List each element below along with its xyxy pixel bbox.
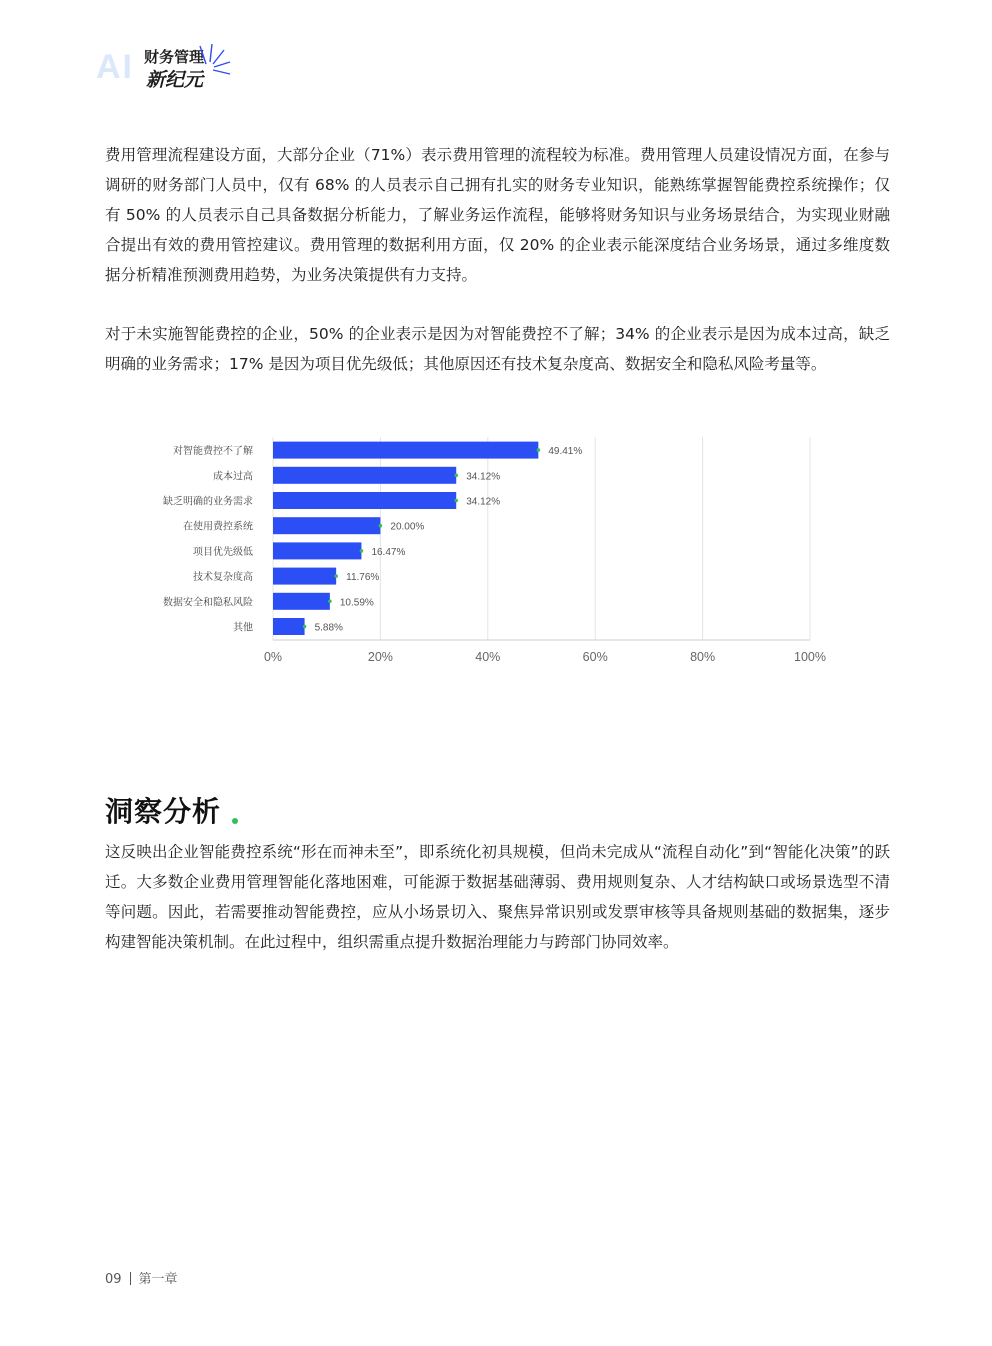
category-label: 缺乏明确的业务需求: [163, 496, 253, 508]
data-label: 34.12%: [466, 471, 501, 483]
category-label: 项目优先级低: [193, 546, 253, 558]
data-label: 34.12%: [466, 496, 501, 508]
data-label: 10.59%: [339, 597, 374, 609]
data-label: 16.47%: [371, 546, 406, 558]
bar-end-marker: [454, 499, 458, 503]
category-label: 数据安全和隐私风险: [163, 597, 253, 609]
page-number: 09: [105, 1272, 122, 1287]
data-label: 11.76%: [346, 572, 380, 584]
x-tick-label: 20%: [367, 650, 393, 664]
bar: [273, 618, 305, 635]
page-footer: [105, 1268, 178, 1287]
footer-divider: [130, 1272, 131, 1285]
bar: [273, 492, 456, 509]
bar: [273, 593, 330, 610]
brand-logo: [96, 40, 236, 96]
bar: [273, 467, 456, 484]
category-label: 对智能费控不了解: [173, 446, 253, 458]
body-paragraph-3: 这反映出企业智能费控系统“形在而神未至”，即系统化初具规模，但尚未完成从“流程自动化”到“智能化决策”的跃迁。大多数企业费用管理智能化落地困难，可能源于数据基础薄弱、费用规则复杂、人才结构缺口或场景选型不清等问题。因此，若需要推动智能费控，应从小场景切入、聚焦异常识别或发票审核等具备规则基础的数据集，逐步构建智能决策机制。在此过程中，组织需重点提升数据治理能力与跨部门协同效率。: [105, 843, 890, 951]
bar: [273, 442, 538, 459]
logo-title: 财务管理: [144, 48, 205, 66]
category-label: 在使用费控系统: [183, 521, 253, 533]
body-paragraph-2: 对于未实施智能费控的企业，50% 的企业表示是因为对智能费控不了解；34% 的企业表示是因为成本过高，缺乏明确的业务需求；17% 是因为项目优先级低；其他原因还有技术复杂度高、数据安全和隐私风险考量等。: [105, 325, 890, 373]
chapter-label: 第一章: [138, 1272, 178, 1287]
category-label: 成本过高: [213, 471, 253, 483]
x-tick-label: 0%: [263, 650, 283, 664]
x-tick-label: 40%: [475, 650, 501, 664]
bar-end-marker: [537, 448, 541, 452]
bar-end-marker: [303, 625, 307, 629]
bar-end-marker: [334, 574, 338, 578]
x-tick-label: 100%: [794, 650, 826, 664]
data-label: 20.00%: [390, 521, 425, 533]
sparkle-icon: [196, 40, 236, 80]
body-paragraph-1: 费用管理流程建设方面，大部分企业（71%）表示费用管理的流程较为标准。费用管理人员建设情况方面，在参与调研的财务部门人员中，仅有 68% 的人员表示自己拥有扎实的财务专业知识，能熟练掌握智能费控系统操作；仅有 50% 的人员表示自己具备数据分析能力，了解业务运作流程，能够将财务知识与业务场景结合，为实现业财融合提出有效的费用管控建议。费用管理的数据利用方面，仅 20% 的企业表示能深度结合业务场景，通过多维度数据分析精准预测费用趋势，为业务决策提供有力支持。: [105, 146, 890, 284]
bar: [273, 568, 336, 585]
bar: [273, 517, 380, 534]
x-tick-label: 80%: [690, 650, 716, 664]
bar-end-marker: [360, 549, 364, 553]
category-label: 其他: [233, 622, 253, 634]
category-label: 技术复杂度高: [193, 572, 253, 584]
heading-dot-icon: [232, 818, 238, 824]
horizontal-bar-chart: [150, 430, 850, 675]
logo-subtitle: 新纪元: [146, 69, 204, 91]
logo-ai-text: AI: [96, 48, 134, 86]
bar-end-marker: [454, 474, 458, 478]
data-label: 5.88%: [314, 622, 343, 634]
data-label: 49.41%: [548, 446, 583, 458]
bar-end-marker: [379, 524, 383, 528]
bar: [273, 542, 361, 559]
section-heading: 洞察分析: [105, 795, 222, 828]
bar-end-marker: [328, 600, 332, 604]
x-tick-label: 60%: [582, 650, 608, 664]
